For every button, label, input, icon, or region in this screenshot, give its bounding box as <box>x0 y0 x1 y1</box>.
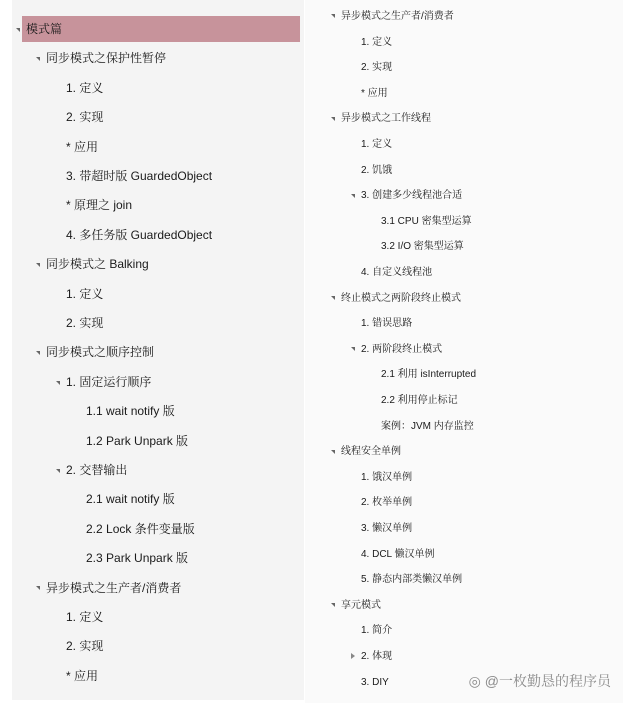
right-tree-item-label: 2. 体现 <box>361 651 393 662</box>
right-tree-item[interactable] <box>361 164 392 178</box>
right-tree-item-label: 2. 实现 <box>361 62 393 74</box>
left-tree-item-label: 2.1 wait notify 版 <box>86 492 175 507</box>
right-tree-item[interactable] <box>331 445 401 459</box>
collapse-arrow-icon[interactable] <box>36 57 40 61</box>
left-tree-item-label: 模式篇 <box>26 22 63 36</box>
right-tree-item-label: 案例：JVM 内存监控 <box>381 420 474 432</box>
left-tree-item-label: 1. 定义 <box>66 80 104 95</box>
right-tree-item[interactable] <box>381 368 476 382</box>
collapse-arrow-icon[interactable] <box>331 296 335 300</box>
right-tree-item[interactable] <box>331 292 461 306</box>
left-tree-item-label: 2. 实现 <box>66 639 104 654</box>
left-tree-item-label: 2.2 Lock 条件变量版 <box>86 521 195 536</box>
collapse-arrow-icon[interactable] <box>331 450 335 454</box>
left-tree-item-label: 1. 固定运行顺序 <box>66 374 152 389</box>
right-tree-item-label: 异步模式之生产者/消费者 <box>341 11 454 22</box>
collapse-arrow-icon[interactable] <box>56 381 60 385</box>
right-tree-item[interactable] <box>381 240 464 254</box>
right-tree-item[interactable] <box>331 599 381 613</box>
expand-arrow-icon[interactable] <box>351 653 355 659</box>
right-tree-item-label: 5. 静态内部类懒汉单例 <box>361 574 463 586</box>
right-tree-item[interactable] <box>351 189 462 203</box>
right-tree-item[interactable] <box>361 676 389 690</box>
left-tree-item-label: 同步模式之顺序控制 <box>46 345 155 360</box>
right-tree-item-label: 1. 错误思路 <box>361 318 413 330</box>
camera-icon: ◎ <box>468 673 481 689</box>
collapse-arrow-icon[interactable] <box>36 351 40 355</box>
right-tree-item[interactable] <box>361 522 412 536</box>
right-tree-item-label: 终止模式之两阶段终止模式 <box>341 292 461 304</box>
left-tree-item[interactable] <box>66 79 103 97</box>
right-tree-item-label: 2. 饥饿 <box>361 164 393 176</box>
right-tree-item[interactable] <box>361 138 392 152</box>
right-tree-item-label: 2.1 利用 isInterrupted <box>381 369 477 381</box>
right-tree-item[interactable] <box>361 317 412 331</box>
right-tree-item-label: 3. 懒汉单例 <box>361 523 413 534</box>
left-tree-item-label: 2. 实现 <box>66 316 104 330</box>
left-tree-item[interactable] <box>66 637 103 655</box>
right-tree-item[interactable] <box>361 61 392 75</box>
left-tree-item-label: 异步模式之生产者/消费者 <box>46 580 182 595</box>
watermark-text: @一枚勤恳的程序员 <box>484 673 611 689</box>
left-tree-item[interactable] <box>66 608 103 626</box>
left-tree-item[interactable] <box>66 226 212 244</box>
collapse-arrow-icon[interactable] <box>351 347 355 351</box>
collapse-arrow-icon[interactable] <box>36 586 40 590</box>
right-tree-item-label: 3.2 I/O 密集型运算 <box>381 241 464 253</box>
right-tree-item-label: 异步模式之工作线程 <box>341 113 431 125</box>
outline-panel-left <box>12 0 304 700</box>
right-tree-item[interactable] <box>361 573 462 587</box>
right-tree-item-label: 4. DCL 懒汉单例 <box>361 548 435 560</box>
collapse-arrow-icon[interactable] <box>56 469 60 473</box>
left-tree-item-label: 2.3 Park Unpark 版 <box>86 551 189 566</box>
left-tree-item[interactable] <box>86 549 188 567</box>
selected-row-highlight <box>22 16 300 42</box>
left-tree-item-label: 1.1 wait notify 版 <box>86 404 175 419</box>
left-tree-item-label: 2. 交替输出 <box>66 463 128 477</box>
left-tree-item-label: 3. 带超时版 GuardedObject <box>66 169 213 183</box>
right-tree-item[interactable] <box>351 650 392 664</box>
right-tree-item[interactable] <box>381 420 474 434</box>
left-tree-item[interactable] <box>36 579 181 597</box>
left-tree-item[interactable] <box>66 285 103 303</box>
left-tree-item-label: 同步模式之保护性暂停 <box>46 51 167 66</box>
right-tree-item-label: 3. DIY <box>361 676 389 688</box>
left-tree-item[interactable] <box>86 432 188 450</box>
right-tree-item[interactable] <box>351 343 442 357</box>
left-tree-item[interactable] <box>86 520 195 538</box>
left-tree-item[interactable] <box>66 167 212 185</box>
right-tree-item[interactable] <box>331 10 454 24</box>
right-tree-item-label: 2. 枚举单例 <box>361 497 413 509</box>
right-tree-item[interactable] <box>361 87 388 101</box>
left-tree-item[interactable] <box>16 20 62 38</box>
right-tree-item-label: * 应用 <box>361 87 388 99</box>
right-tree-item[interactable] <box>361 624 392 638</box>
left-tree-item[interactable] <box>56 461 127 479</box>
left-tree-item[interactable] <box>66 138 98 156</box>
left-tree-item[interactable] <box>66 314 103 332</box>
right-tree-item-label: 享元模式 <box>341 599 381 611</box>
left-tree-item[interactable] <box>36 343 154 361</box>
right-tree-item-label: 1. 定义 <box>361 36 393 48</box>
right-tree-item-label: 1. 饿汉单例 <box>361 471 413 483</box>
left-tree-item[interactable] <box>66 196 132 214</box>
right-tree-item-label: 3.1 CPU 密集型运算 <box>381 215 472 227</box>
left-tree-item-label: 1. 定义 <box>66 286 104 301</box>
left-tree-item[interactable] <box>56 373 151 391</box>
right-tree-item-label: 4. 自定义线程池 <box>361 267 433 278</box>
left-tree-item[interactable] <box>86 490 175 508</box>
watermark <box>469 671 611 691</box>
collapse-arrow-icon[interactable] <box>351 194 355 198</box>
right-tree-item[interactable] <box>361 471 412 485</box>
right-tree-item-label: 3. 创建多少线程池合适 <box>361 190 463 202</box>
collapse-arrow-icon[interactable] <box>331 117 335 121</box>
left-tree-item-label: 2. 实现 <box>66 110 104 125</box>
left-tree-item-label: 1. 定义 <box>66 610 104 624</box>
collapse-arrow-icon[interactable] <box>16 28 20 32</box>
right-tree-item[interactable] <box>381 394 458 408</box>
right-tree-item[interactable] <box>331 112 431 126</box>
left-tree-item-label: * 原理之 join <box>66 198 133 213</box>
left-tree-item-label: 4. 多任务版 GuardedObject <box>66 227 213 242</box>
left-tree-item[interactable] <box>66 667 98 685</box>
left-tree-item-label: 1.2 Park Unpark 版 <box>86 433 189 448</box>
right-tree-item-label: 2.2 利用停止标记 <box>381 395 458 406</box>
left-tree-item[interactable] <box>66 108 103 126</box>
right-tree-item[interactable] <box>361 548 435 562</box>
left-tree-item-label: * 应用 <box>66 668 99 683</box>
collapse-arrow-icon[interactable] <box>331 603 335 607</box>
right-tree-item[interactable] <box>381 215 472 229</box>
right-tree-item[interactable] <box>361 266 432 280</box>
outline-panel-right <box>305 0 623 703</box>
right-tree-item-label: 2. 两阶段终止模式 <box>361 343 443 355</box>
right-tree-item-label: 1. 简介 <box>361 625 393 637</box>
left-tree-item[interactable] <box>86 402 175 420</box>
right-tree-item-label: 1. 定义 <box>361 139 393 150</box>
left-tree-item[interactable] <box>36 255 149 273</box>
right-tree-item[interactable] <box>361 36 392 50</box>
left-tree-item-label: 同步模式之 Balking <box>46 257 149 272</box>
left-tree-item-label: * 应用 <box>66 139 99 154</box>
left-tree-item[interactable] <box>36 49 166 67</box>
right-tree-item-label: 线程安全单例 <box>341 446 401 458</box>
collapse-arrow-icon[interactable] <box>331 14 335 18</box>
right-tree-item[interactable] <box>361 496 412 510</box>
collapse-arrow-icon[interactable] <box>36 263 40 267</box>
